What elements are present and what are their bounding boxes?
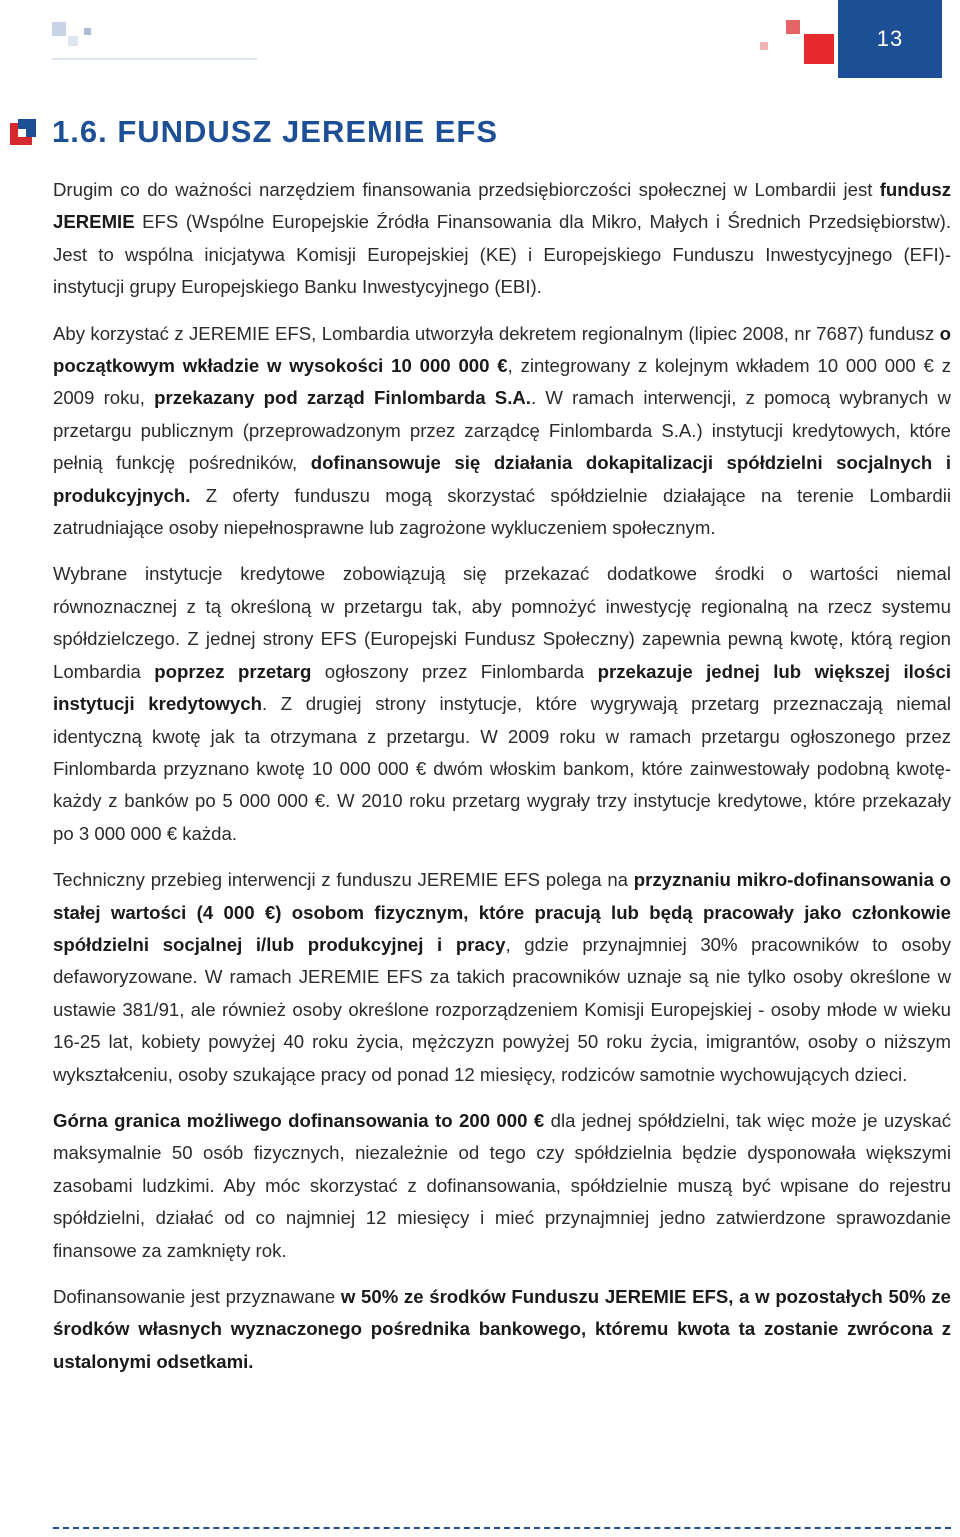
bold-text: poprzez przetarg	[154, 660, 312, 682]
text-run: Techniczny przebieg interwencji z funduszu JEREMIE EFS polega na	[53, 869, 634, 891]
text-run: ogłoszony przez Finlombarda	[311, 660, 598, 682]
paragraph	[53, 864, 951, 1091]
text-run: dla jednej spółdzielni, tak więc może je uzyskać maksymalnie 50 osób fizycznych, niezależnie od tego czy spółdzielnia będzie dysponowała większymi zasobami ludzkimi. Aby móc skorzystać z dofinansowania, spółdzielnie muszą być wpisane do rejestru spółdzielni, działać od co najmniej 12 miesięcy i mieć przynajmniej jedno zatwierdzone sprawozdanie finansowe za zamknięty rok.	[53, 1109, 951, 1261]
bold-text: przyznaniu mikro-dofinansowania o stałej wartości (4 000 €) osobom fizycznym, które pracują lub będą pracowały jako członkowie spółdzielni socjalnej i/lub produkcyjnej i pracy	[53, 869, 951, 955]
bold-text: przekazany pod zarząd Finlombarda S.A.	[154, 387, 531, 409]
text-run: . W ramach interwencji, z pomocą wybranych w przetargu publicznym (przeprowadzonym przez zarządcę Finlombarda S.A.) instytucji kredytowych, które pełnią funkcję pośredników,	[53, 387, 951, 474]
section-heading	[10, 112, 498, 152]
text-run: Drugim co do ważności narzędziem finansowania przedsiębiorczości społecznej w Lombardii jest	[53, 179, 880, 200]
paragraph	[53, 174, 951, 304]
text-run: Aby korzystać z JEREMIE EFS, Lombardia utworzyła dekretem regionalnym (lipiec 2008, nr 7687) fundusz	[53, 322, 940, 344]
page-number: 13	[876, 26, 904, 51]
bold-text: Górna granica możliwego dofinansowania to 200 000 €	[53, 1109, 545, 1131]
header-rule	[52, 58, 257, 60]
section-bullet-icon	[10, 119, 36, 145]
bold-text: fundusz JEREMIE	[53, 179, 951, 233]
bold-text: o początkowym wkładzie w wysokości 10 000 000 €	[53, 322, 951, 377]
text-run: Z oferty funduszu mogą skorzystać spółdzielnie działające na terenie Lombardii zatrudniające osoby niepełnosprawne lub zagrożone wykluczeniem społecznym.	[53, 484, 951, 539]
text-run: Dofinansowanie jest przyznawane	[53, 1286, 341, 1307]
bold-text: dofinansowuje się działania dokapitalizacji spółdzielni socjalnych i produkcyjnych.	[53, 452, 951, 506]
paragraph	[53, 1105, 951, 1267]
text-run: Wybrane instytucje kredytowe zobowiązują się przekazać dodatkowe środki o wartości niemal równoznacznej z tą określoną w przetargu tak, aby pomnożyć inwestycję regionalną na rzecz systemu spółdzielczego. Z jednej strony EFS (Europejski Fundusz Społeczny) zapewnia pewną kwotę, którą region Lombardia	[53, 563, 951, 682]
text-run: EFS (Wspólne Europejskie Źródła Finansowania dla Mikro, Małych i Średnich Przedsiębiorstw). Jest to wspólna inicjatywa Komisji Europejskiej (KE) i Europejskiego Funduszu Inwestycyjnego (EFI)- instytucji grupy Europejskiego Banku Inwestycyjnego (EBI).	[53, 211, 951, 298]
paragraph	[53, 1281, 951, 1378]
paragraph	[53, 558, 951, 850]
text-run: , zintegrowany z kolejnym wkładem 10 000 000 € z 2009 roku,	[53, 355, 951, 409]
footer-rule	[53, 1527, 951, 1529]
body-text	[53, 174, 951, 1392]
paragraph	[53, 318, 951, 545]
text-run: , gdzie przynajmniej 30% pracowników to osoby defaworyzowane. W ramach JEREMIE EFS za takich pracowników uznaje są nie tylko osoby określone w ustawie 381/91, ale również osoby określone rozporządzeniem Komisji Europejskiej - osoby młode w wieku 16-25 lat, kobiety powyżej 40 roku życia, mężczyzn powyżej 50 roku życia, imigrantów, osoby o niższym wykształceniu, osoby szukające pracy od ponad 12 miesięcy, rodziców samotnie wychowujących dzieci.	[53, 933, 951, 1085]
bold-text: w 50% ze środków Funduszu JEREMIE EFS, a w pozostałych 50% ze środków własnych wyznaczonego pośrednika bankowego, któremu kwota ta zostanie zwrócona z ustalonymi odsetkami.	[53, 1286, 951, 1372]
text-run: . Z drugiej strony instytucje, które wygrywają przetarg przeznaczają niemal identyczną kwotę jak ta otrzymana z przetargu. W 2009 roku w ramach przetargu ogłoszonego przez Finlombarda przyznano kwotę 10 000 000 € dwóm włoskim bankom, które zainwestowały podobną kwotę- każdy z banków po 5 000 000 €. W 2010 roku przetarg wygrały trzy instytucje kredytowe, które przekazały po 3 000 000 € każda.	[53, 693, 951, 844]
page-number-tab	[838, 0, 942, 78]
section-title: 1.6. FUNDUSZ JEREMIE EFS	[52, 114, 499, 149]
bold-text: przekazuje jednej lub większej ilości instytucji kredytowych	[53, 660, 951, 715]
